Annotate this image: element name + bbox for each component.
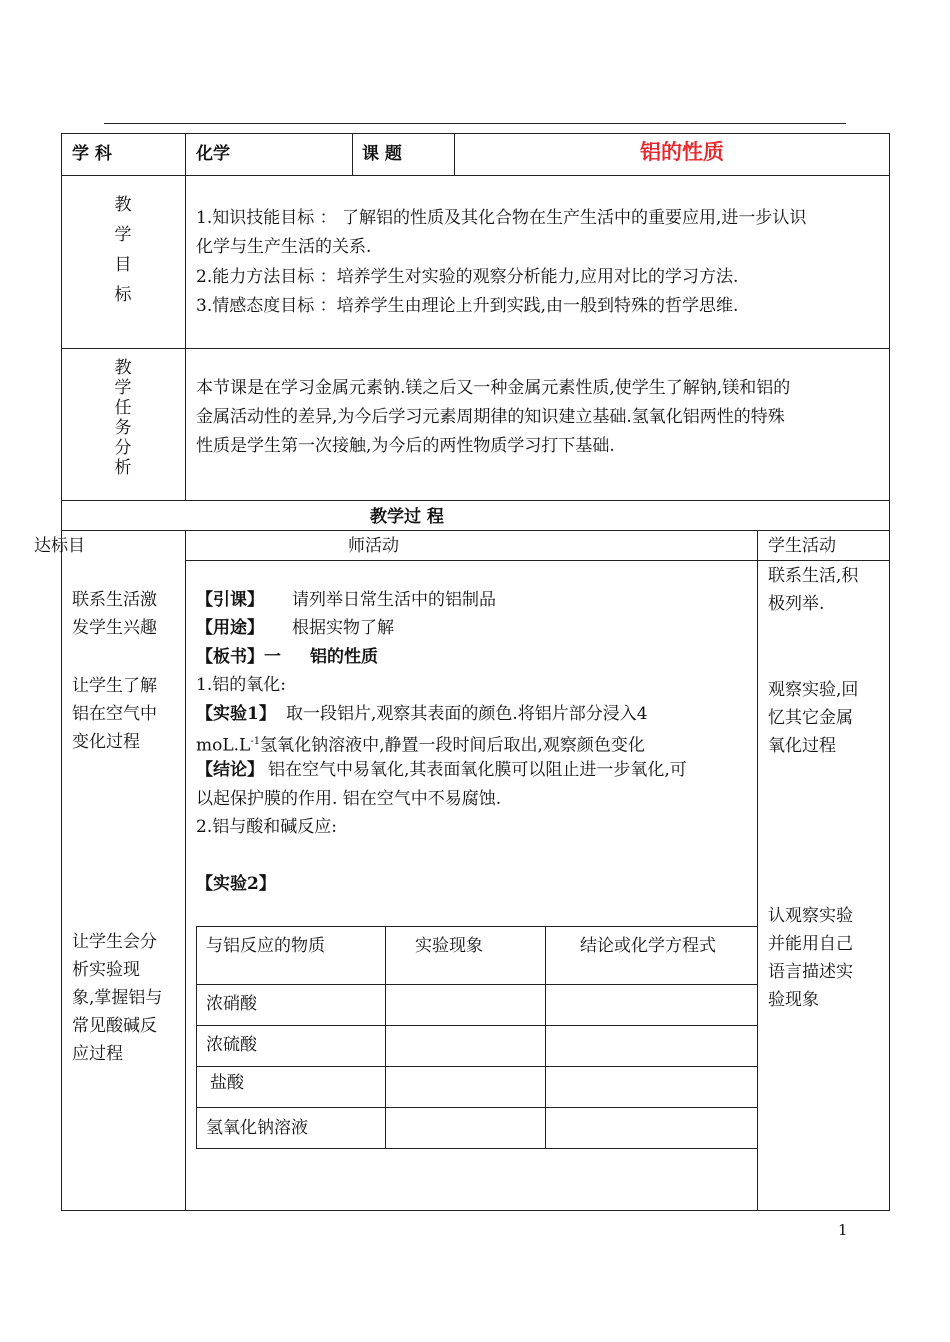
exp-table-col-0: [196, 926, 197, 1149]
goal-note-3e: 应过程: [72, 1044, 123, 1064]
exp-table-row-1: 浓硝酸: [206, 994, 257, 1014]
task-label-6: 析: [114, 458, 132, 478]
board-text: 铝的性质: [310, 647, 378, 667]
goals-line-2: 2.能力方法目标 ：培养学生对实验的观察分析能力,应用对比的学习方法.: [196, 267, 739, 287]
goals-line-1: 1.知识技能目标 ： 了解铝的性质及其化合物在生产生活中的重要应用,进一步认识: [196, 208, 807, 228]
goals-line-1b: 化学与生产生活的关系.: [196, 237, 372, 257]
goals-label-4: 标: [114, 285, 132, 305]
table-border-right: [889, 133, 890, 1211]
subject-value: 化学: [196, 144, 230, 164]
subject-label: 学 科: [72, 144, 112, 164]
goals-label-2: 学: [114, 225, 132, 245]
experiment-1-text: 取一段铝片,观察其表面的颜色.将铝片部分浸入4: [286, 704, 648, 724]
topic-label: 课 题: [362, 144, 402, 164]
table-border-left: [61, 133, 62, 1211]
task-line-2: 金属活动性的差异,为今后学习元素周期律的知识建立基础.氢氧化铝两性的特殊: [196, 407, 785, 427]
table-col-divider-3: [454, 133, 455, 175]
topic-value: 铝的性质: [640, 140, 724, 164]
table-col-divider-2: [352, 133, 353, 175]
task-label-1: 教: [114, 358, 132, 378]
goal-note-3a: 让学生会分: [72, 932, 157, 952]
table-col-divider-5: [757, 530, 758, 1210]
exp-table-rule-4: [196, 1107, 757, 1108]
experiment-1-tag: 【实验1】: [196, 704, 276, 724]
task-label-3: 任: [114, 398, 132, 418]
intro-text: 请列举日常生活中的铝制品: [292, 590, 496, 610]
exp-table-row-3: 盐酸: [210, 1073, 244, 1093]
goals-line-3: 3.情感态度目标 ：培养学生由理论上升到实践,由一般到特殊的哲学思维.: [196, 296, 739, 316]
exp-table-rule-bottom: [196, 1148, 757, 1149]
experiment-2-tag: 【实验2】: [196, 874, 276, 894]
student-note-3c: 语言描述实: [768, 962, 853, 982]
exp-table-row-4: 氢氧化钠溶液: [206, 1118, 308, 1138]
student-note-1b: 极列举.: [768, 594, 825, 614]
exp-table-col-2: [545, 926, 546, 1149]
student-note-1a: 联系生活,积: [768, 566, 859, 586]
conclusion-text: 铝在空气中易氧化,其表面氧化膜可以阻止进一步氧化,可: [268, 760, 687, 780]
exp-table-header-phenomenon: 实验现象: [415, 936, 483, 956]
process-title: 教学过 程: [370, 507, 444, 527]
task-line-3: 性质是学生第一次接触,为今后的两性物质学习打下基础.: [196, 436, 615, 456]
experiment-1-text-2-rest: 氢氧化钠溶液中,静置一段时间后取出,观察颜色变化: [260, 735, 645, 756]
exp-table-header-substance: 与铝反应的物质: [206, 936, 325, 956]
student-note-3b: 并能用自己: [768, 934, 853, 954]
exp-table-header-conclusion: 结论或化学方程式: [580, 936, 716, 956]
conclusion-tag: 【结论】: [196, 760, 264, 780]
goal-note-3d: 常见酸碱反: [72, 1016, 157, 1036]
task-label-5: 分: [114, 438, 132, 458]
student-note-2c: 氧化过程: [768, 736, 836, 756]
student-note-3a: 认观察实验: [768, 906, 853, 926]
table-rule-columns: [186, 560, 890, 561]
exp-table-rule-2: [196, 1025, 757, 1026]
intro-tag: 【引课】: [196, 590, 264, 610]
use-text: 根据实物了解: [292, 618, 394, 638]
concentration-unit: moL.L: [196, 735, 251, 756]
goals-label-3: 目: [114, 255, 132, 275]
board-tag: 【板书】一: [196, 647, 281, 667]
table-col-divider-1: [185, 133, 186, 500]
goal-note-3c: 象,掌握铝与: [72, 988, 163, 1008]
task-label-2: 学: [114, 378, 132, 398]
goal-note-2c: 变化过程: [72, 732, 140, 752]
page-number: 1: [838, 1221, 848, 1239]
header-rule: [104, 123, 846, 124]
task-line-1: 本节课是在学习金属元素钠.镁之后又一种金属元素性质,使学生了解钠,镁和铝的: [196, 378, 791, 398]
goals-label-1: 教: [114, 195, 132, 215]
student-note-3d: 验现象: [768, 990, 819, 1010]
exp-table-rule-top: [196, 926, 757, 927]
goal-note-2a: 让学生了解: [72, 676, 157, 696]
student-note-2b: 忆其它金属: [768, 708, 853, 728]
goal-note-3b: 析实验现: [72, 960, 140, 980]
table-col-divider-4: [185, 530, 186, 1210]
exp-table-rule-1: [196, 984, 757, 985]
col-heading-teacher: 师活动: [348, 536, 399, 556]
exp-table-row-2: 浓硫酸: [206, 1035, 257, 1055]
task-label-4: 务: [114, 418, 132, 438]
goal-note-1b: 发学生兴趣: [72, 618, 157, 638]
exp-table-rule-3: [196, 1066, 757, 1067]
conclusion-text-2: 以起保护膜的作用. 铝在空气中不易腐蚀.: [196, 789, 502, 809]
col-heading-student: 学生活动: [768, 536, 836, 556]
goal-note-2b: 铝在空气中: [72, 704, 157, 724]
student-note-2a: 观察实验,回: [768, 680, 859, 700]
section-1-heading: 1.铝的氧化:: [196, 675, 286, 695]
use-tag: 【用途】: [196, 618, 264, 638]
experiment-1-text-2: [196, 728, 645, 760]
table-rule-task: [61, 500, 890, 501]
goal-note-1a: 联系生活激: [72, 590, 157, 610]
col-heading-goal: 达标目: [34, 536, 85, 556]
section-2-heading: 2.铝与酸和碱反应:: [196, 817, 337, 837]
unit-exponent: -1: [250, 736, 261, 747]
table-border-bottom: [61, 1210, 890, 1211]
exp-table-col-1: [385, 926, 386, 1149]
